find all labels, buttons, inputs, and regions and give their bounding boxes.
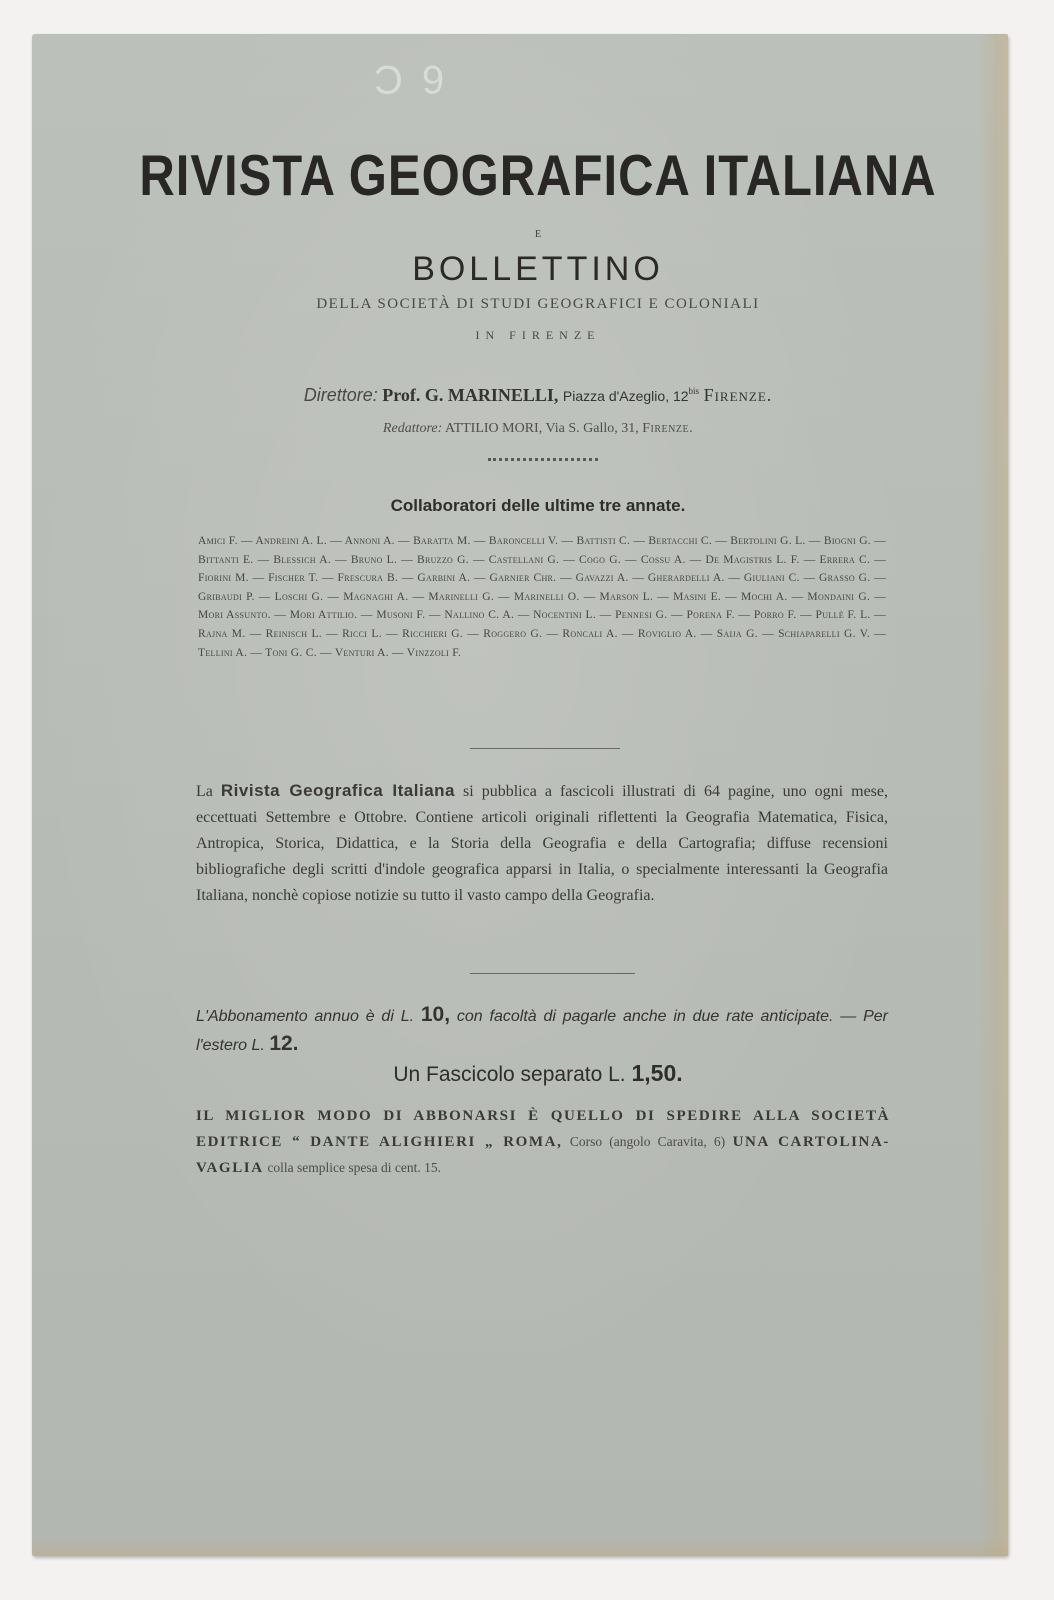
instructions-tail: colla semplice spesa di cent. 15.	[267, 1160, 442, 1175]
collaborators-list: Amici F. — Andreini A. L. — Annoni A. — Baratta M. — Baroncelli V. — Battisti C. — Bertacchi C. — Bertolini G. L. — Biogni G. — Bittanti E. — Blessich A. — Bruno L. — Bruzzo G. — Castellani G. — Cogo G. — Cossu A. — De Magistris L. F. — Errera C. — Fiorini M. — Fischer T. — Frescura B. — Garbini A. — Garnier Chr. — Gavazzi A. — Gherardelli A. — Giuliani C. — Grasso G. — Gribaudi P. — Loschi G. — Magnaghi A. — Marinelli G. — Marinelli O. — Marson L. — Masini E. — Mochi A. — Mondaini G. — Mori Assunto. — Mori Attilio. — Musoni F. — Nallino C. A. — Nocentini L. — Pennesi G. — Porena F. — Porro F. — Pullè F. L. — Rajna M. — Reinisch L. — Ricci L. — Ricchieri G. — Roggero G. — Roncali A. — Roviglio A. — Saija G. — Schiaparelli G. V. — Tellini A. — Toni G. C. — Venturi A. — Vinzzoli F.	[198, 535, 886, 659]
director-address-sup: bis	[688, 386, 700, 396]
faded-stamp: 6 C	[370, 57, 445, 101]
dotted-divider	[488, 458, 598, 465]
subscription-text-1: L'Abbonamento annuo è di L.	[196, 1008, 415, 1025]
editor-city: Firenze.	[642, 421, 694, 436]
title-conjunction: E	[534, 229, 542, 240]
description-text: si pubblica a fascicoli illustrati di 64 pagine, uno ogni mese, eccettuati Settembre e Ottobre. Contiene articoli originali riflettenti la Geografia Matematica, Fisica, Antropica, Storica, Didattica, e la Storia della Geografia e della Cartografia; diffuse recensioni bibliografiche degli scritti d'indole geografica apparsi in Italia, o specialmente interessanti la Geografia Italiana, nonchè copiose notizie su tutto il vasto campo della Geografia.	[196, 783, 888, 904]
subscription-foreign-amount: 12.	[269, 1032, 299, 1055]
director-role: Direttore:	[303, 385, 378, 405]
editor-line	[0, 421, 1054, 437]
collaborators-heading: Collaboratori delle ultime tre annate.	[390, 496, 686, 515]
subscription-instructions	[196, 1104, 890, 1181]
paper-edge-bottom	[32, 1538, 1008, 1556]
director-address: Piazza d'Azeglio, 12	[562, 388, 689, 404]
subscription-text-2: con facoltà di pagarle anche in due rate anticipate. — Per l'estero L.	[196, 1008, 888, 1054]
subscription-info	[196, 1001, 888, 1059]
editor-role: Redattore:	[382, 421, 443, 436]
description-journal-name: Rivista Geografica Italiana	[220, 781, 456, 800]
single-issue-text: Un Fascicolo separato L.	[393, 1063, 626, 1086]
director-line	[0, 385, 1054, 406]
society-city: IN FIRENZE	[475, 328, 601, 342]
director-city: Firenze.	[703, 385, 773, 405]
editor-name-address: ATTILIO MORI, Via S. Gallo, 31,	[445, 421, 639, 436]
journal-title: RIVISTA GEOGRAFICA ITALIANA	[139, 144, 937, 208]
single-issue-amount: 1,50.	[631, 1060, 683, 1086]
journal-subtitle: BOLLETTINO	[412, 250, 664, 288]
instructions-caps-text: IL MIGLIOR MODO DI ABBONARSI È QUELLO DI SPEDIRE ALLA SOCIETÀ EDITRICE “ DANTE ALIGHIERI „ ROMA,	[196, 1108, 890, 1150]
director-name: Prof. G. MARINELLI,	[382, 385, 559, 405]
subscription-amount: 10,	[420, 1003, 451, 1026]
instructions-address: Corso (angolo Caravita, 6)	[569, 1134, 726, 1149]
single-issue-price	[0, 1060, 1054, 1087]
journal-description	[196, 778, 888, 909]
divider-rule	[470, 973, 635, 974]
society-name: DELLA SOCIETÀ DI STUDI GEOGRAFICI E COLONIALI	[316, 296, 760, 312]
instructions-caps-text-2: UNA CARTOLINA-VAGLIA	[196, 1134, 891, 1176]
description-prefix: La	[196, 783, 213, 800]
divider-rule	[470, 748, 620, 749]
